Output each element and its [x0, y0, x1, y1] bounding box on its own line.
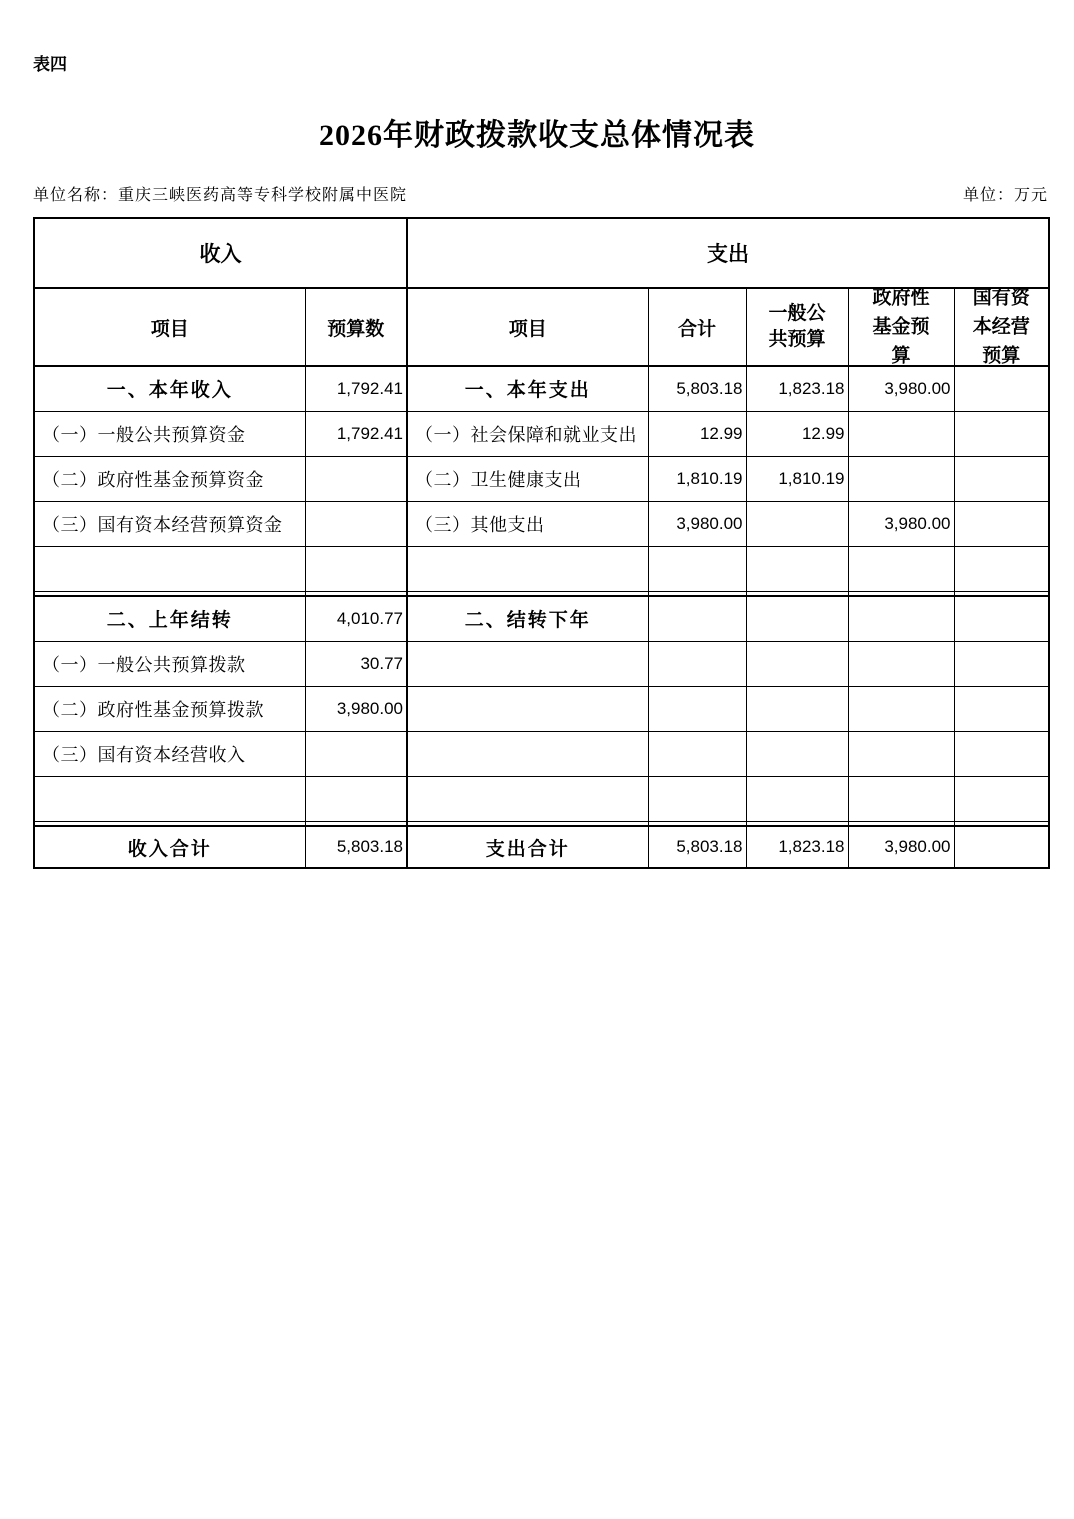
- table-row-totals: [34, 826, 1049, 868]
- cell-general-public: 1,810.19: [746, 456, 848, 501]
- cell-total: [648, 686, 746, 731]
- cell-state-capital: [954, 776, 1049, 821]
- cell-total: [648, 641, 746, 686]
- cell-general-public: 1,823.18: [746, 366, 848, 411]
- cell-gov-fund: [848, 686, 954, 731]
- cell-gov-fund: [848, 641, 954, 686]
- cell-general-public: 12.99: [746, 411, 848, 456]
- table-row-blank: [34, 546, 1049, 591]
- col-header-state-capital: 国有资本经营预算: [954, 288, 1049, 366]
- cell-income-item: （三）国有资本经营收入: [34, 731, 305, 776]
- cell-income-budget: 1,792.41: [305, 411, 407, 456]
- cell-total: [648, 546, 746, 591]
- cell-general-public: [746, 546, 848, 591]
- meta-line: [33, 182, 1048, 205]
- col-header-expense-item: 项目: [407, 288, 648, 366]
- cell-general-public: [746, 776, 848, 821]
- cell-general-public: [746, 686, 848, 731]
- cell-state-capital: [954, 686, 1049, 731]
- column-header-row: [34, 288, 1049, 366]
- cell-expense-item: （三）其他支出: [407, 501, 648, 546]
- cell-expense-item: [407, 686, 648, 731]
- cell-state-capital: [954, 546, 1049, 591]
- cell-income-item: （二）政府性基金预算拨款: [34, 686, 305, 731]
- page-tag: 表四: [33, 55, 67, 74]
- cell-total: 1,810.19: [648, 456, 746, 501]
- cell-general-public: [746, 596, 848, 641]
- group-header-expense: 支出: [407, 218, 1049, 288]
- cell-total: [648, 596, 746, 641]
- unit-label: 单位：万元: [962, 187, 1048, 204]
- cell-income-item: [34, 546, 305, 591]
- cell-income-budget: 1,792.41: [305, 366, 407, 411]
- cell-expense-item: 二、结转下年: [407, 596, 648, 641]
- cell-state-capital: [954, 731, 1049, 776]
- cell-general-public: [746, 641, 848, 686]
- cell-income-budget: [305, 456, 407, 501]
- cell-state-capital: [954, 596, 1049, 641]
- cell-expense-item: [407, 731, 648, 776]
- col-header-gov-fund: 政府性基金预算: [848, 288, 954, 366]
- cell-state-capital: [954, 456, 1049, 501]
- col-header-income-item: 项目: [34, 288, 305, 366]
- cell-general-public: [746, 731, 848, 776]
- cell-income-budget: 3,980.00: [305, 686, 407, 731]
- cell-state-capital: [954, 826, 1049, 868]
- cell-income-budget: [305, 776, 407, 821]
- cell-total: [648, 776, 746, 821]
- cell-total: 5,803.18: [648, 366, 746, 411]
- cell-gov-fund: 3,980.00: [848, 366, 954, 411]
- cell-income-budget: [305, 546, 407, 591]
- cell-income-item: 一、本年收入: [34, 366, 305, 411]
- cell-gov-fund: [848, 596, 954, 641]
- cell-state-capital: [954, 411, 1049, 456]
- group-header-row: [34, 218, 1049, 288]
- cell-gov-fund: [848, 731, 954, 776]
- col-header-total: 合计: [648, 288, 746, 366]
- cell-state-capital: [954, 641, 1049, 686]
- cell-income-total: 5,803.18: [305, 826, 407, 868]
- cell-expense-item: （二）卫生健康支出: [407, 456, 648, 501]
- col-header-general-public: 一般公共预算: [746, 288, 848, 366]
- col-header-income-budget: 预算数: [305, 288, 407, 366]
- cell-state-capital: [954, 366, 1049, 411]
- cell-total: 5,803.18: [648, 826, 746, 868]
- cell-expense-item: 一、本年支出: [407, 366, 648, 411]
- cell-total: [648, 731, 746, 776]
- cell-income-item: （一）一般公共预算资金: [34, 411, 305, 456]
- cell-income-budget: 30.77: [305, 641, 407, 686]
- table-row: [34, 456, 1049, 501]
- group-header-income: 收入: [34, 218, 407, 288]
- cell-expense-item: [407, 641, 648, 686]
- cell-income-item: （一）一般公共预算拨款: [34, 641, 305, 686]
- table-row: [34, 641, 1049, 686]
- cell-gov-fund: [848, 546, 954, 591]
- unit-name-label: 单位名称：重庆三峡医药高等专科学校附属中医院: [33, 187, 408, 204]
- cell-state-capital: [954, 501, 1049, 546]
- page-title: 2026年财政拨款收支总体情况表: [319, 119, 755, 152]
- cell-gov-fund: 3,980.00: [848, 826, 954, 868]
- budget-table: [33, 217, 1050, 869]
- cell-income-item: （三）国有资本经营预算资金: [34, 501, 305, 546]
- cell-income-item: （二）政府性基金预算资金: [34, 456, 305, 501]
- cell-income-budget: 4,010.77: [305, 596, 407, 641]
- cell-general-public: 1,823.18: [746, 826, 848, 868]
- table-row: [34, 686, 1049, 731]
- cell-income-budget: [305, 501, 407, 546]
- cell-total: 3,980.00: [648, 501, 746, 546]
- cell-income-item: [34, 776, 305, 821]
- cell-income-budget: [305, 731, 407, 776]
- table-row: [34, 501, 1049, 546]
- table-row: [34, 411, 1049, 456]
- cell-expense-total-label: 支出合计: [407, 826, 648, 868]
- cell-gov-fund: [848, 776, 954, 821]
- table-row: [34, 731, 1049, 776]
- cell-income-total-label: 收入合计: [34, 826, 305, 868]
- cell-expense-item: （一）社会保障和就业支出: [407, 411, 648, 456]
- cell-total: 12.99: [648, 411, 746, 456]
- cell-gov-fund: 3,980.00: [848, 501, 954, 546]
- table-row-current-year: [34, 366, 1049, 411]
- cell-income-item: 二、上年结转: [34, 596, 305, 641]
- cell-general-public: [746, 501, 848, 546]
- cell-expense-item: [407, 776, 648, 821]
- table-row-carryover: [34, 596, 1049, 641]
- cell-expense-item: [407, 546, 648, 591]
- cell-gov-fund: [848, 456, 954, 501]
- table-row-blank: [34, 776, 1049, 821]
- cell-gov-fund: [848, 411, 954, 456]
